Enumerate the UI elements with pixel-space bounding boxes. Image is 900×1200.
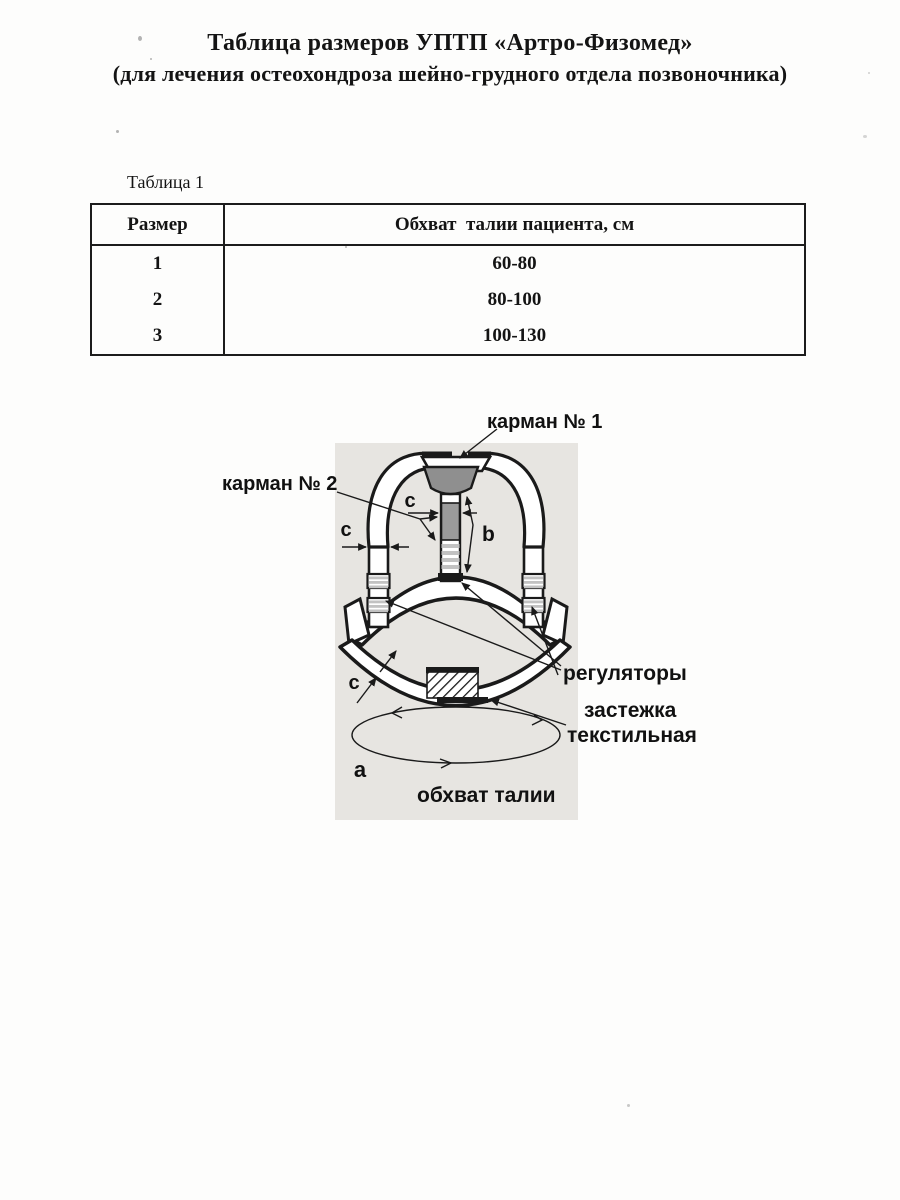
dim-b-label: b [482, 523, 495, 546]
dim-a-label: а [353, 757, 367, 782]
scan-speck [150, 58, 152, 60]
dim-c-left-label: с [340, 519, 352, 541]
left-strap [368, 545, 390, 627]
table-row [91, 282, 805, 318]
central-strap [438, 494, 463, 581]
table-row [91, 245, 805, 282]
waist-range-cell: 60-80 [492, 253, 537, 274]
size-cell: 1 [91, 245, 224, 282]
pocket1-label: карман № 1 [487, 411, 603, 433]
fastener-label-line1: застежка [584, 699, 677, 722]
table-row [91, 318, 805, 355]
pocket2-label: карман № 2 [222, 473, 338, 495]
fastener-label-line2: текстильная [567, 724, 697, 747]
waist-range-cell: 100-130 [482, 325, 547, 346]
scan-speck [627, 1104, 630, 1107]
scan-speck [863, 135, 867, 138]
waist-range-cell: 80-100 [487, 289, 542, 310]
scan-speck [868, 72, 870, 74]
central-strap-anchor [438, 573, 463, 581]
table-caption: Таблица 1 [127, 172, 204, 192]
column-header-waist: Обхват талии пациента, см [224, 204, 805, 245]
pocket-2 [442, 503, 460, 540]
harness-diagram [210, 395, 720, 830]
column-header-size: Размер [91, 204, 224, 245]
textile-fastener [426, 667, 488, 703]
regulators-label: регуляторы [563, 662, 687, 685]
scan-speck [345, 246, 347, 248]
size-cell: 2 [91, 282, 224, 318]
scan-speck [138, 36, 142, 41]
dim-c-bottom-label: с [348, 672, 360, 694]
size-table [90, 203, 806, 356]
scan-speck [116, 130, 119, 133]
size-table-header-row [91, 204, 805, 245]
dim-c-top-label: с [404, 490, 416, 512]
right-strap [523, 545, 545, 627]
waist-label: обхват талии [417, 784, 556, 807]
document-subtitle: (для лечения остеохондроза шейно-грудного отдела позвоночника) [112, 61, 788, 86]
size-cell: 3 [91, 318, 224, 355]
document-title-block [0, 30, 900, 87]
document-title: Таблица размеров УПТП «Артро-Физомед» [207, 30, 693, 56]
pocket-1 [424, 467, 478, 494]
